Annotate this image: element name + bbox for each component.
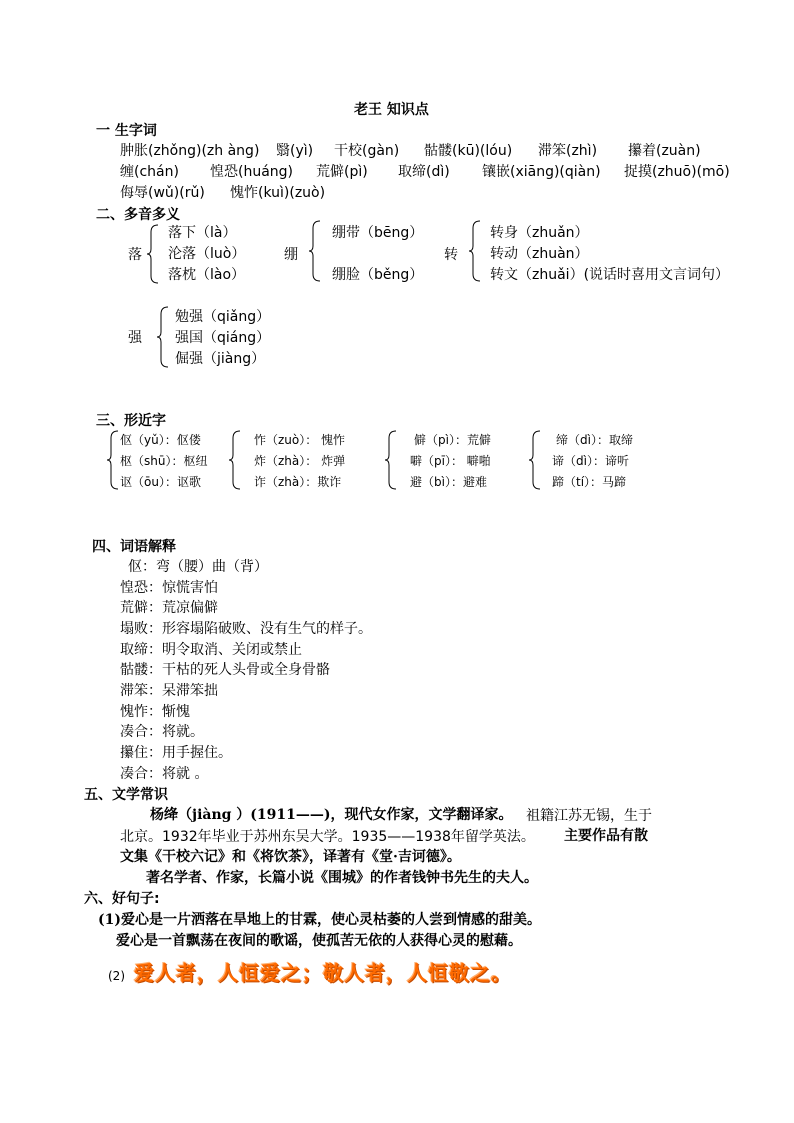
similar-char-item: 蹄（tí）：马蹄 [552, 475, 627, 489]
vocab-item: 取缔(dì) [398, 164, 450, 180]
vocab-item: 荒僻(pì) [316, 164, 368, 180]
page-title: 老王 知识点 [354, 102, 429, 118]
good-sentence: (1)爱心是一片洒落在旱地上的甘霖，使心灵枯萎的人尝到情感的甜美。 [98, 912, 541, 928]
similar-char-item: 僻（pì）：荒僻 [414, 433, 491, 447]
definition-item: 凑合：将就 。 [120, 766, 209, 782]
literature-line: 北京。1932年毕业于苏州东吴大学。1935——1938年留学英法。 [120, 829, 535, 845]
literature-line: 著名学者、作家，长篇小说《围城》的作者钱钟书先生的夫人。 [146, 870, 538, 886]
similar-char-item: 讴（ōu）：讴歌 [120, 475, 201, 489]
highlight-sentence: 爱人者，人恒爱之；敬人者，人恒敬之。 [134, 961, 512, 985]
literature-line: 杨绛（jiàng ）(1911——)，现代女作家，文学翻译家。 [150, 807, 513, 823]
similar-char-item: 诈（zhà）：欺诈 [254, 475, 342, 489]
similar-char-item: 炸（zhà）： 炸弹 [254, 454, 346, 468]
definition-item: 凑合：将就。 [120, 724, 204, 740]
vocab-item: 惶恐(huáng) [210, 164, 294, 180]
definition-item: 攥住：用手握住。 [120, 745, 232, 761]
similar-char-item: 缔（dì）：取缔 [556, 433, 633, 447]
sentence-number: (2) [108, 969, 125, 983]
similar-char-item: 怍（zuò）： 愧怍 [254, 433, 346, 447]
vocab-item: 侮辱(wǔ)(rǔ) [120, 185, 205, 201]
section-heading-sentences: 六、好句子: [84, 891, 160, 907]
similar-char-item: 谛（dì）：谛听 [552, 454, 629, 468]
similar-char-item: 避（bì）：避难 [410, 475, 487, 489]
polyphone-item: 绷带（bēng） [332, 225, 424, 241]
definition-item: 荒僻：荒凉偏僻 [120, 600, 218, 616]
vocab-item: 肿胀(zhǒng)(zh àng) [120, 143, 260, 159]
polyphone-char: 转 [444, 247, 458, 263]
vocab-item: 滞笨(zhì) [538, 143, 598, 159]
polyphone-item: 转身（zhuǎn） [490, 225, 589, 241]
polyphone-item: 绷脸（běng） [332, 267, 424, 283]
good-sentence: 爱心是一首飘荡在夜间的歌谣，使孤苦无依的人获得心灵的慰藉。 [116, 933, 522, 949]
section-heading-similar: 三、形近字 [96, 413, 166, 429]
similar-char-item: 伛（yǔ）：伛偻 [120, 433, 201, 447]
section-heading-definitions: 四、词语解释 [92, 539, 176, 555]
brace-icon [156, 306, 170, 368]
vocab-item: 翳(yì) [276, 143, 314, 159]
literature-line: 文集《干校六记》和《将饮茶》，译著有《堂·吉诃德》。 [120, 849, 461, 865]
polyphone-item: 转动（zhuàn） [490, 246, 589, 262]
polyphone-item: 落枕（lào） [168, 267, 246, 283]
polyphone-item: 沦落（luò） [168, 246, 246, 262]
vocab-item: 愧怍(kuì)(zuò) [230, 185, 326, 201]
vocab-item: 干校(gàn) [334, 143, 400, 159]
brace-icon [384, 430, 398, 490]
similar-char-item: 噼（pī）： 噼啪 [410, 454, 491, 468]
polyphone-item: 勉强（qiǎng） [175, 309, 271, 325]
definition-item: 取缔：明令取消、关闭或禁止 [120, 642, 302, 658]
section-heading-literature: 五、文学常识 [84, 787, 168, 803]
definition-item: 伛：弯（腰）曲（背） [128, 559, 268, 575]
definition-item: 愧怍：惭愧 [120, 704, 190, 720]
definition-item: 滞笨：呆滞笨拙 [120, 683, 218, 699]
section-heading-polyphones: 二、多音多义 [96, 207, 180, 223]
vocab-item: 骷髅(kū)(lóu) [424, 143, 513, 159]
brace-icon [468, 220, 482, 282]
polyphone-char: 强 [128, 330, 142, 346]
vocab-item: 镶嵌(xiāng)(qiàn) [482, 164, 601, 180]
polyphone-item: 落下（là） [168, 225, 237, 241]
similar-char-item: 枢（shū）：枢纽 [120, 454, 208, 468]
literature-line: 祖籍江苏无锡，生于 [526, 808, 652, 824]
section-heading-vocab: 一 生字词 [96, 123, 157, 139]
polyphone-char: 绷 [284, 247, 298, 263]
polyphone-char: 落 [128, 247, 142, 263]
literature-line: 主要作品有散 [564, 828, 648, 844]
definition-item: 骷髅：干枯的死人头骨或全身骨骼 [120, 662, 330, 678]
brace-icon [146, 224, 160, 284]
definition-item: 塌败：形容塌陷破败、没有生气的样子。 [120, 621, 372, 637]
vocab-item: 攥着(zuàn) [628, 143, 701, 159]
vocab-item: 缠(chán) [120, 164, 179, 180]
brace-icon [106, 430, 120, 490]
polyphone-item: 倔强（jiàng） [175, 351, 266, 367]
brace-icon [308, 220, 322, 282]
vocab-item: 捉摸(zhuō)(mō) [624, 164, 730, 180]
brace-icon [528, 430, 542, 490]
polyphone-item: 转文（zhuǎi）(说话时喜用文言词句） [490, 267, 730, 283]
definition-item: 惶恐：惊慌害怕 [120, 580, 218, 596]
polyphone-item: 强国（qiáng） [175, 330, 271, 346]
brace-icon [228, 430, 242, 490]
